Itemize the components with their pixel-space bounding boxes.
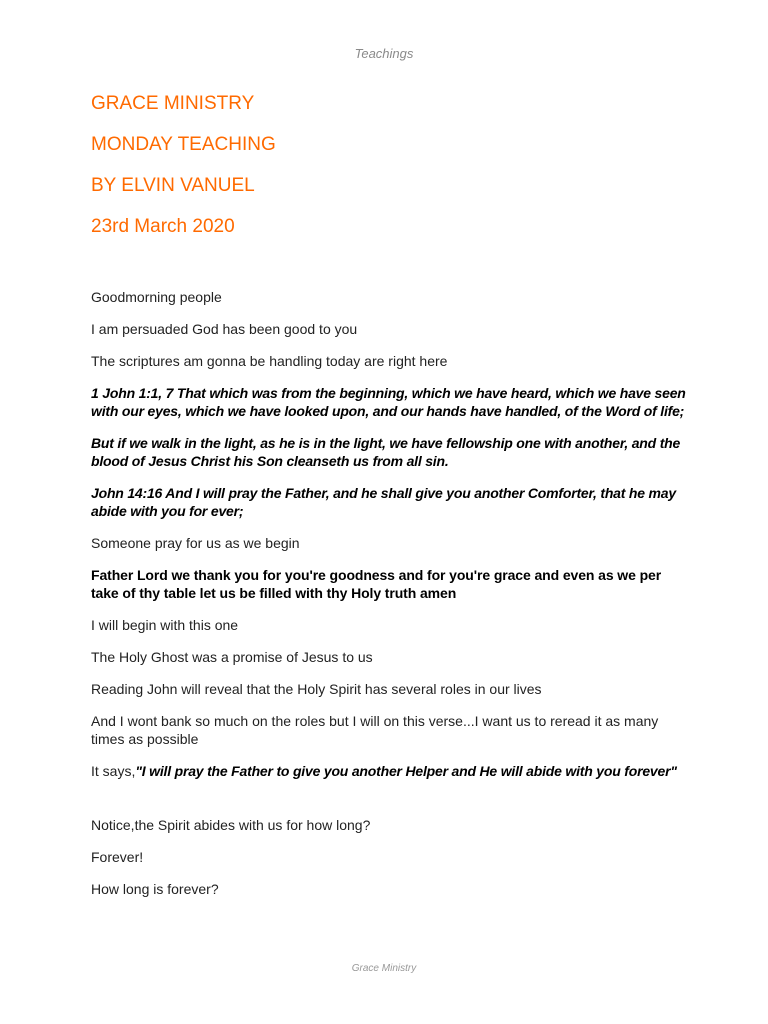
scripture-1-john-1: 1 John 1:1, 7 That which was from the beginning, which we have heard, which we have seen with our eyes, which we have looked upon, and our hands have handled, of the Word of life; — [91, 385, 686, 419]
author-line: BY ELVIN VANUEL — [91, 175, 255, 196]
prayer-text: Father Lord we thank you for you're goodness and for you're grace and even as we per take of thy table let us be filled with thy Holy truth amen — [91, 567, 662, 601]
title-block — [91, 92, 711, 256]
it-says-prefix: It says, — [91, 763, 136, 779]
paragraph-pray-request: Someone pray for us as we begin — [91, 535, 300, 551]
scripture-john-14-16: John 14:16 And I will pray the Father, and he shall give you another Comforter, that he may abide with you for ever; — [91, 485, 676, 519]
paragraph-persuaded: I am persuaded God has been good to you — [91, 321, 358, 337]
page-footer: Grace Ministry — [351, 963, 417, 974]
document-body — [91, 288, 691, 912]
teaching-title: MONDAY TEACHING — [91, 134, 276, 155]
page-header: Teachings — [354, 46, 414, 61]
paragraph-forever: Forever! — [91, 849, 144, 865]
paragraph-it-says — [91, 762, 691, 780]
paragraph-notice: Notice,the Spirit abides with us for how long? — [91, 817, 371, 833]
spacer — [91, 794, 691, 816]
ministry-name: GRACE MINISTRY — [91, 93, 255, 114]
scripture-1-john-7: But if we walk in the light, as he is in the light, we have fellowship one with another, and the blood of Jesus Christ his Son cleanseth us from all sin. — [91, 435, 681, 469]
it-says-quote: "I will pray the Father to give you another Helper and He will abide with you forever" — [135, 763, 677, 779]
paragraph-reread-verse: And I wont bank so much on the roles but I will on this verse...I want us to reread it as many times as possible — [91, 713, 659, 747]
paragraph-scriptures-intro: The scriptures am gonna be handling today are right here — [91, 353, 448, 369]
paragraph-greeting: Goodmorning people — [91, 289, 222, 305]
paragraph-holy-spirit-roles: Reading John will reveal that the Holy Spirit has several roles in our lives — [91, 681, 542, 697]
paragraph-holy-ghost-promise: The Holy Ghost was a promise of Jesus to us — [91, 649, 373, 665]
date-line: 23rd March 2020 — [91, 216, 235, 237]
paragraph-how-long: How long is forever? — [91, 881, 219, 897]
paragraph-begin: I will begin with this one — [91, 617, 239, 633]
